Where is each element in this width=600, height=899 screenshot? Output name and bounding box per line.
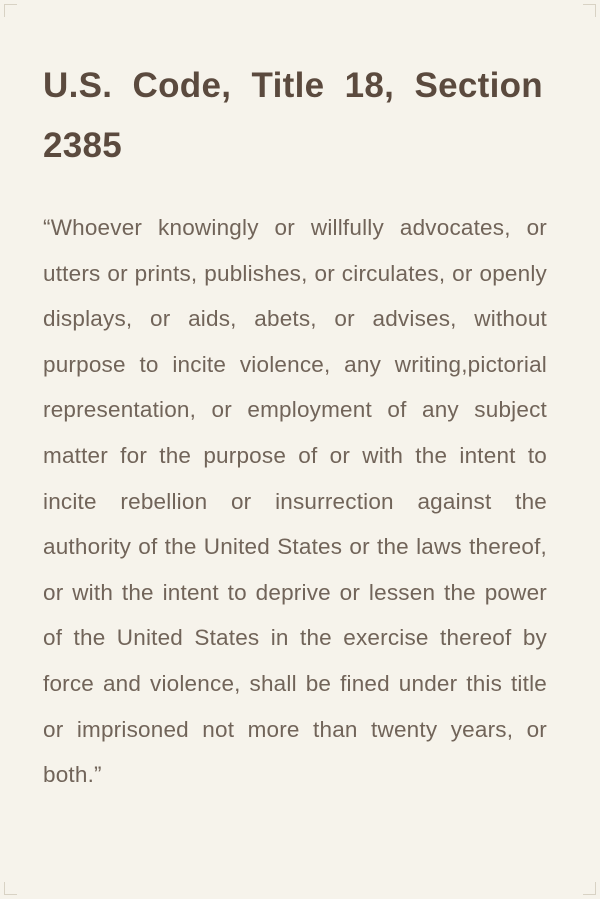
corner-ornament-bottom-left bbox=[4, 882, 17, 895]
corner-ornament-top-right bbox=[583, 4, 596, 17]
document-title: U.S. Code, Title 18, Section 2385 bbox=[43, 66, 543, 165]
statute-text: “Whoever knowingly or willfully advocates, or utters or prints, publishes, or circulates, or openly displays, or aids, abets, or advises, without purpose to incite violence, any writing,pictorial representation, or employment of any subject matter for the purpose of or with the intent to incite rebellion or insurrection against the authority of the United States or the laws thereof, or with the intent to deprive or lessen the power of the United States in the exercise thereof by force and violence, shall be fined under this title or imprisoned not more than twenty years, or both.” bbox=[43, 215, 547, 788]
corner-ornament-bottom-right bbox=[583, 882, 596, 895]
corner-ornament-top-left bbox=[4, 4, 17, 17]
